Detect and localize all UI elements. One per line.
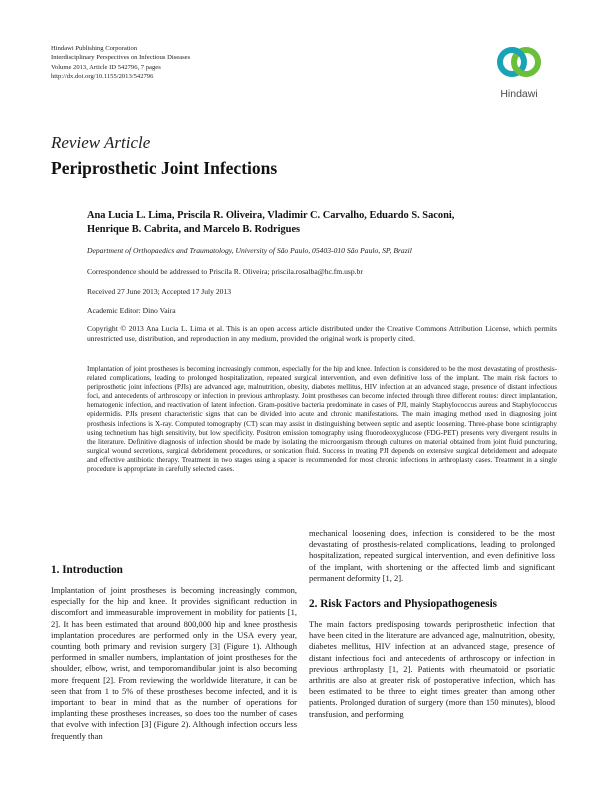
- journal-header: [51, 44, 190, 81]
- correspondence: Correspondence should be addressed to Priscila R. Oliveira; priscila.rosalba@hc.fm.usp.br: [87, 267, 363, 276]
- hindawi-logo: [494, 40, 544, 100]
- doi-link[interactable]: http://dx.doi.org/10.1155/2013/542796: [51, 72, 154, 80]
- logo-wordmark: Hindawi: [500, 88, 538, 100]
- journal-line: Interdisciplinary Perspectives on Infectious Diseases: [51, 54, 191, 62]
- abstract: Implantation of joint prostheses is becoming increasingly common, especially for the hip and knee. Infection is considered to be the most devastating of prosthesis-related complications, leading to prolonged hospitalization, repeated surgical intervention, and even definitive loss of the implant. The main risk factors to periprosthetic joint infections (PJIs) are advanced age, malnutrition, obesity, diabetes mellitus, HIV infection at an advanced stage, presence of distant infectious foci, and antecedents of arthroscopy or infection in previous arthroplasty. Joint prostheses can become infected through three different routes: direct implantation, hematogenic infection, and reactivation of latent infection. Gram-positive bacteria predominate in cases of PJI, mainly Staphylococcus aureus and Staphylococcus epidermidis. PJIs present characteristic signs that can be divided into acute and chronic manifestations. The main imaging method used in diagnosing joint prosthesis infections is X-ray. Computed tomography (CT) scan may assist in distinguishing between septic and aseptic loosening. Three-phase bone scintigraphy using technetium has high sensitivity, but low specificity. Positron emission tomography using fluorodeoxyglucose (FDG-PET) presents very divergent results in the literature. Definitive diagnosis of infection should be made by isolating the microorganism through cultures on material obtained from joint fluid puncturing, surgical wound secretions, surgical debridement procedures, or sonication fluid. Success in treating PJI depends on extensive surgical debridement and adequate and effective antibiotic therapy. Treatment in two stages using a spacer is recommended for most chronic infections in arthroplasty cases. Treatment in a single procedure is appropriate in carefully selected cases.: [87, 365, 557, 474]
- hindawi-logo-icon: [494, 40, 544, 86]
- received-dates: Received 27 June 2013; Accepted 17 July 2013: [87, 287, 232, 296]
- introduction-heading: 1. Introduction: [51, 564, 123, 576]
- article-title: Periprosthetic Joint Infections: [51, 158, 278, 178]
- authors-line-1: Ana Lucia L. Lima, Priscila R. Oliveira, Vladimir C. Carvalho, Eduardo S. Saconi,: [87, 210, 455, 221]
- article-type: Review Article: [51, 133, 151, 152]
- risk-factors-paragraph: The main factors predisposing towards periprosthetic infection that have been cited in the literature are advanced age, malnutrition, obesity, diabetes mellitus, HIV infection at an advanced stage, presence of distant infectious foci and antecedents of arthroscopy or infection in previous arthroplasty [1, 2]. Patients with rheumatoid or psoriatic arthritis are also at greater risk of postoperative infection, which has been estimated to be three to eight times greater than among other patients. Prolonged duration of surgery (more than 150 minutes), blood transfusion, and performing: [309, 619, 555, 719]
- author-list: [87, 209, 557, 237]
- copyright-notice: Copyright © 2013 Ana Lucia L. Lima et al. This is an open access article distributed under the Creative Commons Attribution License, which permits unrestricted use, distribution, and reproduction in any medium, provided the original work is properly cited.: [87, 324, 557, 343]
- volume-line: Volume 2013, Article ID 542796, 7 pages: [51, 63, 161, 71]
- risk-factors-heading: 2. Risk Factors and Physiopathogenesis: [309, 598, 498, 611]
- authors-line-2: Henrique B. Cabrita, and Marcelo B. Rodrigues: [87, 224, 301, 235]
- left-column: [51, 564, 297, 742]
- affiliation: Department of Orthopaedics and Traumatology, University of São Paulo, 05403-010 São Paulo, SP, Brazil: [87, 246, 412, 255]
- introduction-paragraph: Implantation of joint prostheses is becoming increasingly common, especially for the hip and knee. It provides significant reduction in discomfort and immeasurable improvement in mobility for patients [1, 2]. It has been estimated that around 800,000 hip and knee prosthesis implantation procedures are performed only in the USA every year, counting both primary and revision surgery [3] (Figure 1). Although performed in smaller numbers, implantation of joint prostheses for the shoulder, elbow, wrist, and temporomandibular joint is also becoming more frequent [2]. From reviewing the worldwide literature, it can be seen that from 1 to 5% of these prostheses become infected, and it is important to bear in mind that as the number of operations for implanting these prostheses increases, so does too the number of cases that evolve with infection [3] (Figure 2). Although infection occurs less frequently than: [51, 585, 297, 741]
- academic-editor: Academic Editor: Dino Vaira: [87, 306, 176, 315]
- right-column: [309, 528, 555, 720]
- introduction-continued: mechanical loosening does, infection is considered to be the most devastating of prosthesis-related complications, leading to prolonged hospitalization, repeated surgical intervention, and even definitive loss of the implant, with shortening or the affected limb and significant permanent deformity [1, 2].: [309, 528, 555, 583]
- publisher-line: Hindawi Publishing Corporation: [51, 45, 138, 52]
